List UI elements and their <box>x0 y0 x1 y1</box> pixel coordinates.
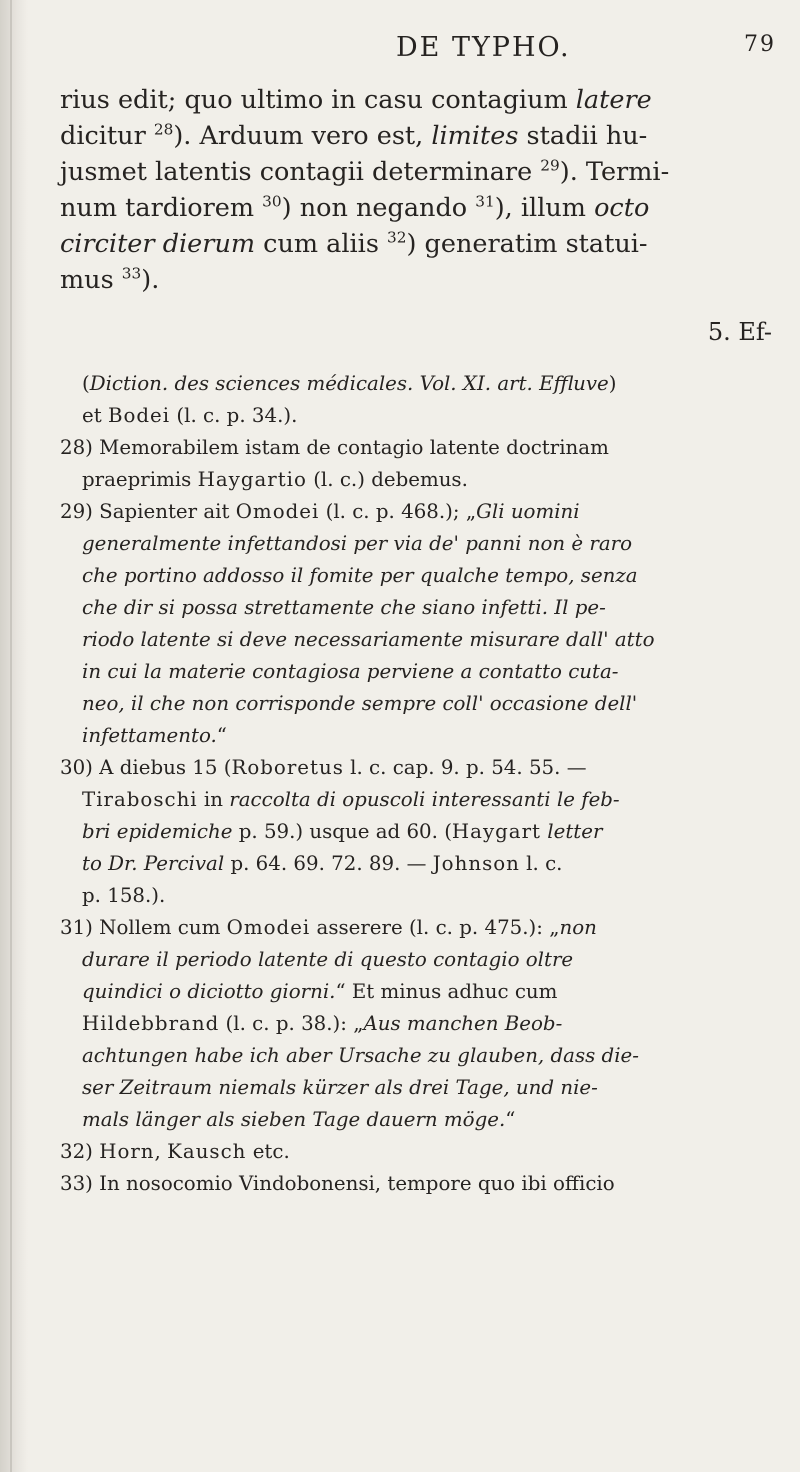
footnote-29 <box>60 496 786 528</box>
main-line-1 <box>60 82 786 118</box>
footnote-line <box>60 368 786 400</box>
text: l. c. <box>519 852 563 875</box>
page-edge-line <box>10 0 12 1472</box>
footnote-line <box>60 624 786 656</box>
author-name: Roboretus <box>231 756 344 779</box>
footnote-line <box>60 528 786 560</box>
text: “ Et minus adhuc cum <box>335 980 558 1003</box>
running-header <box>0 28 800 68</box>
footnote-30 <box>60 752 786 784</box>
italic-text: ser Zeitraum niemals kürzer als drei Tage, und nie- <box>82 1076 598 1099</box>
footnote-ref: 29 <box>540 156 560 175</box>
text: 29) Sapienter ait <box>60 500 236 523</box>
footnote-ref: 32 <box>387 228 407 247</box>
author-name: Haygartio <box>197 468 307 491</box>
text: p. 158.). <box>82 884 166 907</box>
text: ) non negando <box>281 193 476 223</box>
text: (l. c. p. 34.). <box>170 404 298 427</box>
footnote-ref: 28 <box>153 120 174 139</box>
text: cum aliis <box>255 229 388 259</box>
italic-text: bri epidemiche <box>82 820 233 843</box>
italic-text: in cui la materie contagiosa perviene a contatto cuta- <box>82 660 619 683</box>
footnote-line <box>60 464 786 496</box>
italic-text: circiter dierum <box>60 229 256 259</box>
italic-text: letter <box>541 820 603 843</box>
footnote-ref: 33 <box>121 264 142 283</box>
text: , <box>154 1140 168 1163</box>
footnote-line <box>60 1040 786 1072</box>
footnote-31 <box>60 912 786 944</box>
italic-text: Gli uomini <box>476 500 580 523</box>
text: in <box>197 788 230 811</box>
footnote-line <box>60 1008 786 1040</box>
footnote-line <box>60 848 786 880</box>
running-title: DE TYPHO. <box>396 32 571 63</box>
author-name: Bodei <box>107 404 171 427</box>
text: et <box>82 404 108 427</box>
text: rius edit; quo ultimo in casu contagium <box>60 85 576 115</box>
text: praeprimis <box>82 468 198 491</box>
footnote-ref: 31 <box>475 192 495 211</box>
author-name: Kausch <box>167 1140 247 1163</box>
footnote-line <box>60 656 786 688</box>
author-name: Omodei <box>235 500 320 523</box>
text: (l. c.) debemus. <box>306 468 468 491</box>
footnote-line <box>60 592 786 624</box>
footnote-32 <box>60 1136 786 1168</box>
italic-text: non <box>559 916 597 939</box>
italic-text: Aus manchen Beob- <box>363 1012 563 1035</box>
italic-text: quindici o diciotto giorni. <box>82 980 336 1003</box>
italic-text: latere <box>575 85 652 115</box>
italic-text: mals länger als sieben Tage dauern möge. <box>82 1108 506 1131</box>
footnote-line <box>60 720 786 752</box>
text: ), illum <box>494 193 595 223</box>
text: dicitur <box>60 121 154 151</box>
text: p. 64. 69. 72. 89. — <box>224 852 433 875</box>
footnotes <box>60 368 786 1200</box>
italic-text: Diction. des sciences médicales. Vol. XI. art. Effluve <box>89 372 609 395</box>
text: ( <box>82 372 90 395</box>
footnote-line <box>60 688 786 720</box>
text: ). Termi- <box>559 157 670 187</box>
main-line-4 <box>60 190 786 226</box>
text: num tardiorem <box>60 193 263 223</box>
author-name: Haygart <box>451 820 542 843</box>
italic-text: achtungen habe ich aber Ursache zu glauben, dass die- <box>82 1044 639 1067</box>
footnote-line <box>60 880 786 912</box>
footnote-line <box>60 816 786 848</box>
italic-text: to Dr. Percival <box>82 852 225 875</box>
text: l. c. cap. 9. p. 54. 55. — <box>343 756 587 779</box>
text: “ <box>216 724 227 747</box>
main-line-6 <box>60 262 786 298</box>
footnote-ref: 30 <box>262 192 282 211</box>
text: stadii hu- <box>518 121 648 151</box>
text: p. 59.) usque ad 60. ( <box>232 820 452 843</box>
author-name: Horn <box>99 1140 155 1163</box>
text: ). <box>141 265 160 295</box>
author-name: Johnson <box>432 852 520 875</box>
footnote-line <box>60 944 786 976</box>
footnote-33 <box>60 1168 786 1200</box>
catchword: 5. Ef- <box>707 318 772 346</box>
footnote-line <box>60 976 786 1008</box>
text: jusmet latentis contagii determinare <box>60 157 541 187</box>
footnote-line <box>60 1104 786 1136</box>
text: asserere (l. c. p. 475.): „ <box>310 916 560 939</box>
text: (l. c. p. 468.); „ <box>319 500 477 523</box>
italic-text: octo <box>594 193 650 223</box>
text: mus <box>60 265 122 295</box>
italic-text: che dir si possa strettamente che siano infetti. Il pe- <box>82 596 606 619</box>
footnote-line <box>60 400 786 432</box>
text: 28) Memorabilem istam de contagio latente doctrinam <box>60 436 609 459</box>
text: 32) <box>60 1140 100 1163</box>
main-line-3 <box>60 154 786 190</box>
main-text <box>60 82 786 346</box>
footnote-28 <box>60 432 786 464</box>
text: ) <box>608 372 617 395</box>
italic-text: che portino addosso il fomite per qualche tempo, senza <box>82 564 638 587</box>
text: 30) A diebus 15 ( <box>60 756 232 779</box>
italic-text: neo, il che non corrisponde sempre coll' occasione dell' <box>82 692 638 715</box>
page-number: 79 <box>744 32 776 57</box>
main-line-2 <box>60 118 786 154</box>
text: ) generatim statui- <box>406 229 648 259</box>
text: etc. <box>246 1140 290 1163</box>
author-name: Omodei <box>226 916 311 939</box>
italic-text: durare il periodo latente di questo contagio oltre <box>82 948 574 971</box>
text: 31) Nollem cum <box>60 916 227 939</box>
italic-text: riodo latente si deve necessariamente misurare dall' atto <box>82 628 655 651</box>
page-gutter-shadow <box>0 0 28 1472</box>
text: “ <box>505 1108 516 1131</box>
italic-text: infettamento. <box>82 724 217 747</box>
text: ). Arduum vero est, <box>173 121 432 151</box>
footnote-line <box>60 1072 786 1104</box>
footnote-line <box>60 560 786 592</box>
italic-text: raccolta di opuscoli interessanti le feb- <box>229 788 620 811</box>
author-name: Hildebbrand <box>82 1012 220 1035</box>
author-name: Tiraboschi <box>82 788 198 811</box>
page-body <box>60 82 786 1200</box>
italic-text: limites <box>431 121 519 151</box>
italic-text: generalmente infettandosi per via de' panni non è raro <box>82 532 633 555</box>
main-line-5 <box>60 226 786 262</box>
text: 33) In nosocomio Vindobonensi, tempore quo ibi officio <box>60 1172 615 1195</box>
footnote-line <box>60 784 786 816</box>
text: (l. c. p. 38.): „ <box>219 1012 364 1035</box>
